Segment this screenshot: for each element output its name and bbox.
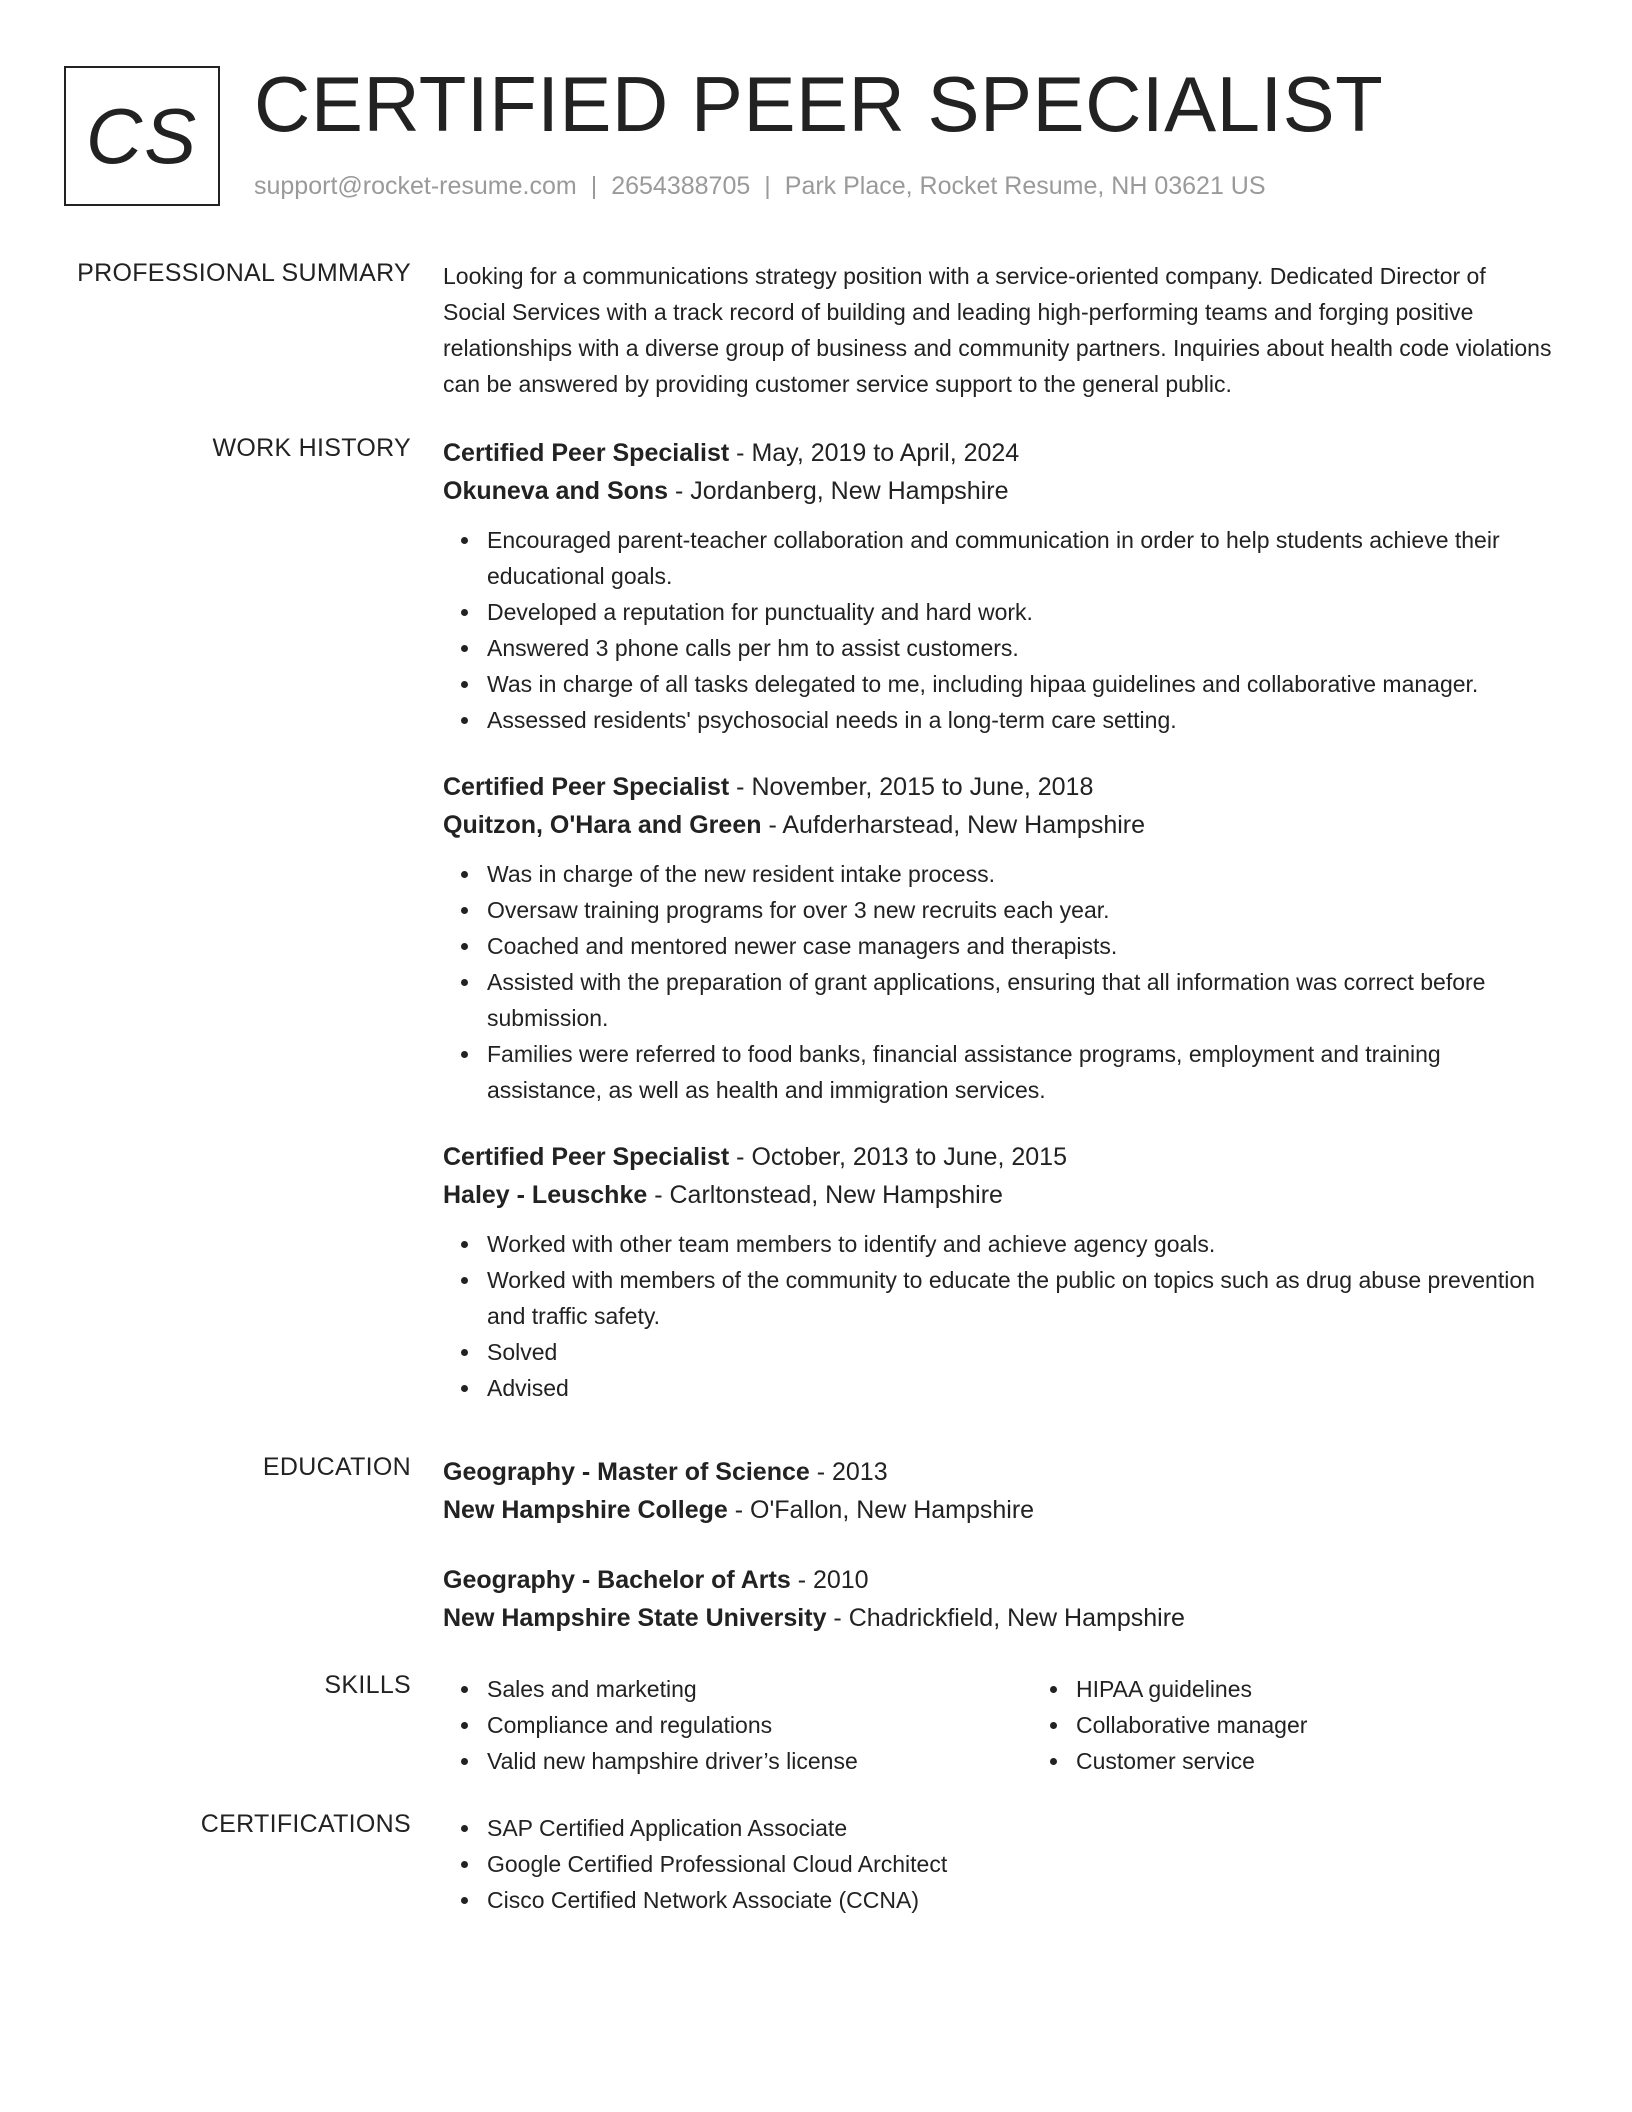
- contact-address: Park Place, Rocket Resume, NH 03621 US: [784, 172, 1266, 200]
- job-company: Haley - Leuschke: [443, 1181, 648, 1209]
- list-item: Encouraged parent-teacher collaboration and communication in order to help students achieve their educational goals.: [487, 522, 1552, 594]
- job-bullets: [443, 856, 1552, 1108]
- job-title-line: [443, 1138, 1552, 1176]
- job-bullets: [443, 522, 1552, 738]
- job-company-line: [443, 472, 1552, 510]
- list-item: Assessed residents' psychosocial needs in a long-term care setting.: [487, 702, 1552, 738]
- skills-list-left: [443, 1671, 1032, 1779]
- skill-item: Customer service: [1076, 1743, 1307, 1779]
- degree: Geography - Master of Science: [443, 1458, 810, 1486]
- school-line: [443, 1491, 1552, 1529]
- job-title-line: [443, 434, 1552, 472]
- section-label-work-history: WORK HISTORY: [212, 434, 411, 462]
- job-location: - Jordanberg, New Hampshire: [668, 477, 1009, 505]
- skill-item: Compliance and regulations: [487, 1707, 1032, 1743]
- list-item: Solved: [487, 1334, 1552, 1370]
- job-title: Certified Peer Specialist: [443, 1143, 730, 1171]
- summary-text: Looking for a communications strategy position with a service-oriented company. Dedicated Director of Social Services with a track record of building and leading high-performing teams and forging positive relationships with a diverse group of business and community partners. Inquiries about health code violations can be answered by providing customer service support to the general public.: [443, 263, 1552, 397]
- list-item: Worked with members of the community to educate the public on topics such as drug abuse prevention and traffic safety.: [487, 1262, 1552, 1334]
- list-item: Was in charge of the new resident intake process.: [487, 856, 1552, 892]
- school-name: New Hampshire College: [443, 1496, 728, 1524]
- job-entry: [443, 768, 1552, 1108]
- certification-item: Cisco Certified Network Associate (CCNA): [487, 1882, 1552, 1918]
- education-entry: [443, 1561, 1552, 1637]
- job-title: Certified Peer Specialist: [443, 773, 730, 801]
- school-location: - O'Fallon, New Hampshire: [727, 1496, 1035, 1524]
- contact-phone[interactable]: 2654388705: [611, 172, 751, 200]
- job-dates: - November, 2015 to June, 2018: [729, 773, 1094, 801]
- list-item: Answered 3 phone calls per hm to assist customers.: [487, 630, 1552, 666]
- job-dates: - October, 2013 to June, 2015: [729, 1143, 1067, 1171]
- list-item: Developed a reputation for punctuality and hard work.: [487, 594, 1552, 630]
- contact-email[interactable]: support@rocket-resume.com: [254, 172, 577, 200]
- list-item: Was in charge of all tasks delegated to me, including hipaa guidelines and collaborative manager.: [487, 666, 1552, 702]
- job-bullets: [443, 1226, 1552, 1406]
- resume-header: [64, 60, 1568, 214]
- job-company-line: [443, 806, 1552, 844]
- job-dates: - May, 2019 to April, 2024: [729, 439, 1020, 467]
- skills-list-right: [1032, 1671, 1307, 1779]
- list-item: Coached and mentored newer case managers and therapists.: [487, 928, 1552, 964]
- skills-columns: [443, 1671, 1552, 1779]
- skill-item: Collaborative manager: [1076, 1707, 1307, 1743]
- section-label-skills: SKILLS: [324, 1671, 411, 1699]
- contact-separator: |: [764, 172, 771, 200]
- education-body: [443, 1453, 1552, 1669]
- section-label-summary: PROFESSIONAL SUMMARY: [77, 259, 411, 287]
- degree-line: [443, 1561, 1552, 1599]
- certification-item: SAP Certified Application Associate: [487, 1810, 1552, 1846]
- certifications-body: [443, 1810, 1552, 1918]
- skills-body: [443, 1671, 1552, 1779]
- monogram-initials: CS: [85, 92, 199, 180]
- school-line: [443, 1599, 1552, 1637]
- job-location: - Carltonstead, New Hampshire: [647, 1181, 1003, 1209]
- job-company: Okuneva and Sons: [443, 477, 669, 505]
- list-item: Assisted with the preparation of grant applications, ensuring that all information was correct before submission.: [487, 964, 1552, 1036]
- work-history-body: [443, 434, 1552, 1436]
- contact-line: [254, 172, 1266, 201]
- list-item: Families were referred to food banks, financial assistance programs, employment and training assistance, as well as health and immigration services.: [487, 1036, 1552, 1108]
- contact-separator: |: [590, 172, 598, 200]
- job-title: Certified Peer Specialist: [443, 439, 730, 467]
- job-title-line: [443, 768, 1552, 806]
- skill-item: Sales and marketing: [487, 1671, 1032, 1707]
- job-location: - Aufderharstead, New Hampshire: [761, 811, 1146, 839]
- degree-line: [443, 1453, 1552, 1491]
- degree-year: - 2013: [809, 1458, 888, 1486]
- page-title: CERTIFIED PEER SPECIALIST: [254, 60, 1384, 148]
- education-entry: [443, 1453, 1552, 1529]
- section-label-education: EDUCATION: [262, 1453, 411, 1481]
- list-item: Oversaw training programs for over 3 new recruits each year.: [487, 892, 1552, 928]
- list-item: Advised: [487, 1370, 1552, 1406]
- school-name: New Hampshire State University: [443, 1604, 827, 1632]
- list-item: Worked with other team members to identify and achieve agency goals.: [487, 1226, 1552, 1262]
- job-company: Quitzon, O'Hara and Green: [443, 811, 762, 839]
- degree: Geography - Bachelor of Arts: [443, 1566, 791, 1594]
- degree-year: - 2010: [790, 1566, 869, 1594]
- certification-item: Google Certified Professional Cloud Architect: [487, 1846, 1552, 1882]
- certifications-list: [443, 1810, 1552, 1918]
- section-label-certifications: CERTIFICATIONS: [200, 1810, 411, 1838]
- monogram-box: [64, 66, 220, 206]
- school-location: - Chadrickfield, New Hampshire: [826, 1604, 1185, 1632]
- job-entry: [443, 434, 1552, 738]
- skill-item: HIPAA guidelines: [1076, 1671, 1307, 1707]
- skill-item: Valid new hampshire driver’s license: [487, 1743, 1032, 1779]
- job-company-line: [443, 1176, 1552, 1214]
- job-entry: [443, 1138, 1552, 1406]
